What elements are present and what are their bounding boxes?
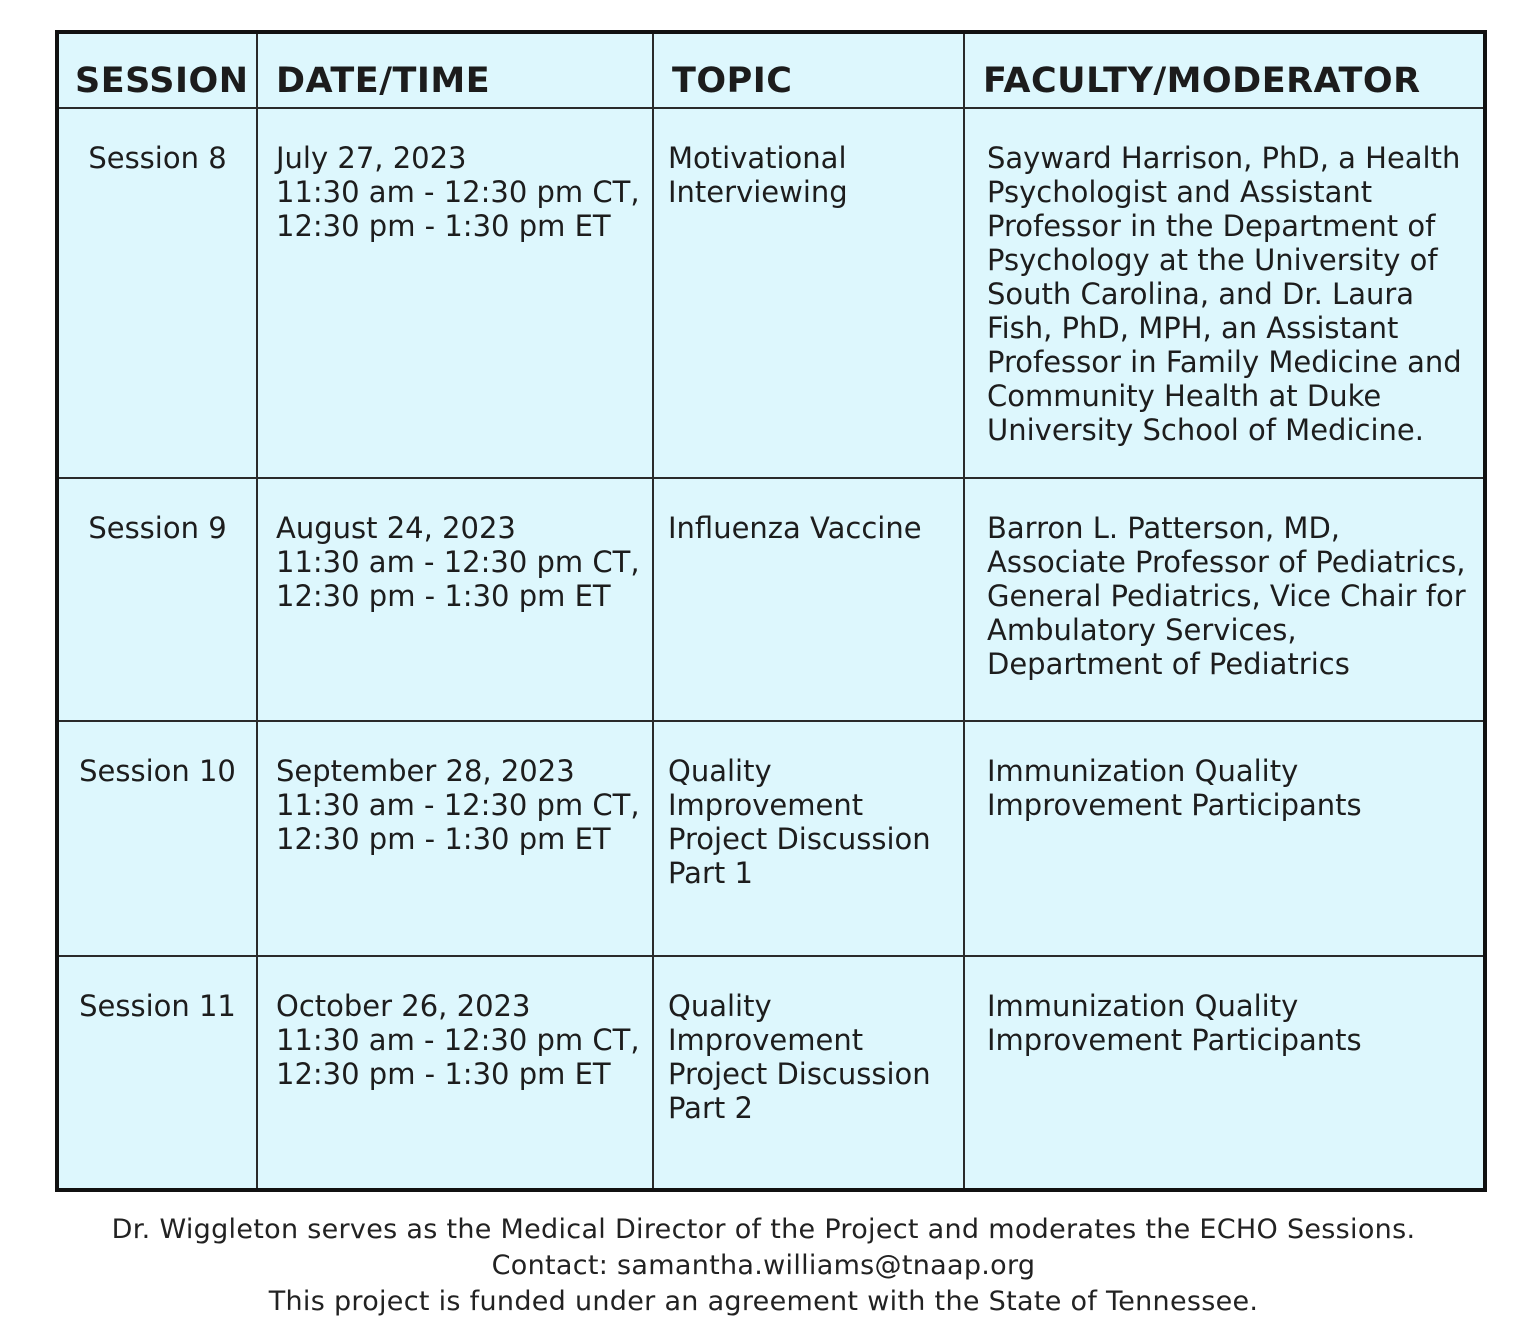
session-label: Session 10	[79, 754, 236, 788]
session-time-et: 12:30 pm - 1:30 pm ET	[276, 579, 611, 613]
faculty-cell	[964, 956, 1483, 1188]
footer-funding-note: This project is funded under an agreement with the State of Tennessee.	[268, 1286, 1259, 1317]
faculty-cell	[964, 721, 1483, 956]
session-time-et: 12:30 pm - 1:30 pm ET	[276, 822, 611, 856]
session-topic: Quality Improvement Project Discussion Part 2	[668, 989, 931, 1125]
session-faculty: Immunization Quality Improvement Participants	[987, 989, 1362, 1057]
datetime-cell	[257, 108, 653, 478]
footer-notes	[0, 1212, 1527, 1320]
session-faculty: Barron L. Patterson, MD, Associate Professor of Pediatrics, General Pediatrics, Vice Chair for Ambulatory Services, Department of Pediatrics	[987, 511, 1466, 681]
topic-cell	[653, 108, 964, 478]
session-schedule-table	[55, 30, 1487, 1192]
table-row	[59, 721, 1483, 956]
session-date: October 26, 2023	[276, 989, 531, 1023]
header-faculty: FACULTY/MODERATOR	[964, 34, 1483, 108]
session-time-ct: 11:30 am - 12:30 pm CT,	[276, 1023, 640, 1057]
session-time-ct: 11:30 am - 12:30 pm CT,	[276, 545, 640, 579]
datetime-cell	[257, 721, 653, 956]
table-row	[59, 478, 1483, 721]
session-faculty: Sayward Harrison, PhD, a Health Psychologist and Assistant Professor in the Department of Psychology at the University of South Carolina, and Dr. Laura Fish, PhD, MPH, an Assistant Professor in Family Medicine and Community Health at Duke University School of Medicine.	[987, 141, 1462, 447]
faculty-cell	[964, 108, 1483, 478]
session-time-et: 12:30 pm - 1:30 pm ET	[276, 209, 611, 243]
session-faculty: Immunization Quality Improvement Participants	[987, 754, 1362, 822]
session-time-ct: 11:30 am - 12:30 pm CT,	[276, 175, 640, 209]
session-date: September 28, 2023	[276, 754, 575, 788]
session-label: Session 8	[88, 141, 227, 175]
session-topic: Quality Improvement Project Discussion Part 1	[668, 754, 931, 890]
session-cell	[59, 721, 257, 956]
table-row	[59, 108, 1483, 478]
session-cell	[59, 478, 257, 721]
topic-cell	[653, 478, 964, 721]
session-time-ct: 11:30 am - 12:30 pm CT,	[276, 788, 640, 822]
session-time-et: 12:30 pm - 1:30 pm ET	[276, 1057, 611, 1091]
session-topic: Motivational Interviewing	[668, 141, 848, 209]
session-label: Session 11	[79, 989, 236, 1023]
header-topic: TOPIC	[653, 34, 964, 108]
session-cell	[59, 956, 257, 1188]
table-row	[59, 956, 1483, 1188]
topic-cell	[653, 721, 964, 956]
footer-contact: Contact: samantha.williams@tnaap.org	[491, 1250, 1036, 1281]
session-cell	[59, 108, 257, 478]
datetime-cell	[257, 956, 653, 1188]
session-topic: Influenza Vaccine	[668, 511, 922, 545]
header-datetime: DATE/TIME	[257, 34, 653, 108]
topic-cell	[653, 956, 964, 1188]
session-date: August 24, 2023	[276, 511, 516, 545]
table-header-row	[59, 34, 1483, 108]
datetime-cell	[257, 478, 653, 721]
faculty-cell	[964, 478, 1483, 721]
session-label: Session 9	[88, 511, 227, 545]
session-date: July 27, 2023	[276, 141, 467, 175]
header-session: SESSION	[59, 34, 257, 108]
footer-medical-director-note: Dr. Wiggleton serves as the Medical Director of the Project and moderates the ECHO Sessions.	[111, 1214, 1416, 1245]
